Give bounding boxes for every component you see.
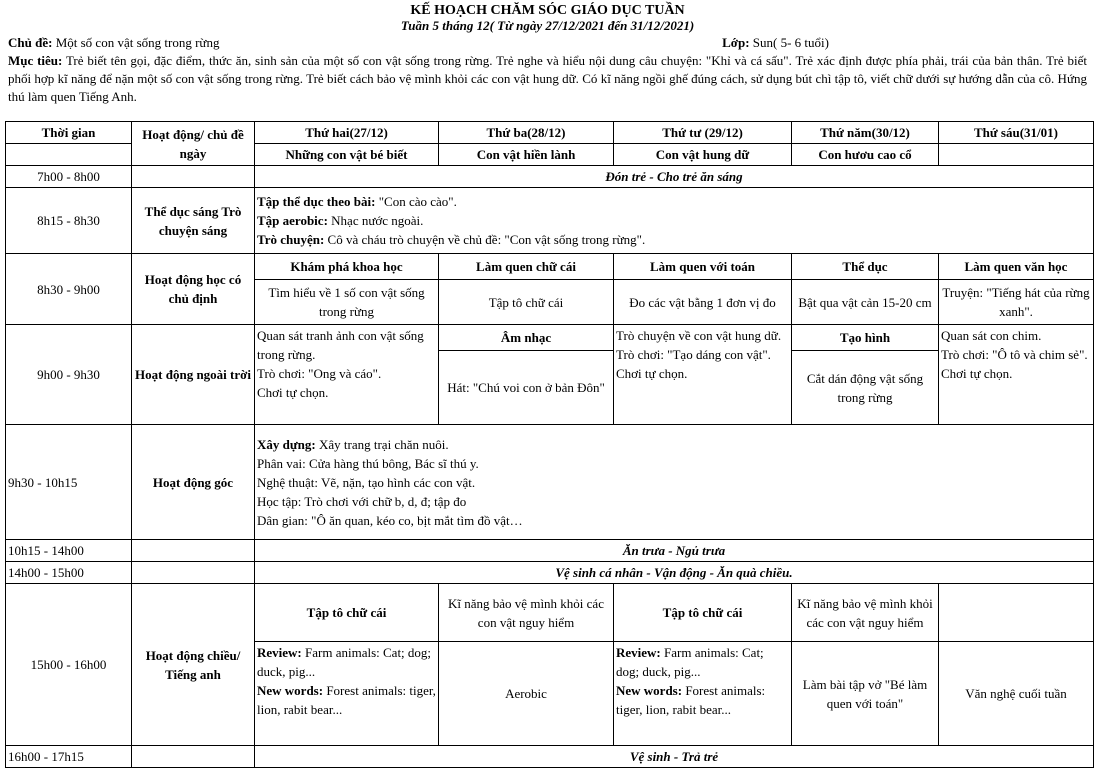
day-header: Thứ sáu(31/01) xyxy=(939,122,1094,144)
doc-subtitle: Tuần 5 tháng 12( Từ ngày 27/12/2021 đến 31/12/2021) xyxy=(400,18,695,33)
day-topic: Con vật hung dữ xyxy=(614,144,792,166)
outdoor-line: Chơi tự chọn. xyxy=(941,366,1013,381)
art-title: Tạo hình xyxy=(792,325,939,351)
row-arrival xyxy=(6,166,1094,188)
plan-table xyxy=(5,121,1094,768)
subject-content: Đo các vật bằng 1 đơn vị đo xyxy=(614,280,792,325)
line-value: Xây trang trại chăn nuôi. xyxy=(315,436,449,452)
english-monday xyxy=(255,642,439,746)
time-cell: 14h00 - 15h00 xyxy=(6,562,132,584)
exercise-line xyxy=(257,192,1091,211)
day-header: Thứ năm(30/12) xyxy=(792,122,939,144)
row-lunch xyxy=(6,540,1094,562)
english-new-words xyxy=(616,681,789,719)
corner-line xyxy=(257,435,1091,454)
time-cell: 9h30 - 10h15 xyxy=(6,425,132,540)
exercise-line xyxy=(257,211,1091,230)
subject-content: Bật qua vật cản 15-20 cm xyxy=(792,280,939,325)
line-label: Tập aerobic: xyxy=(257,213,328,228)
class xyxy=(722,34,829,52)
corner-line: Phân vai: Cửa hàng thú bông, Bác sĩ thú y. xyxy=(257,455,479,471)
col-activity-header: Hoạt động/ chủ đề ngày xyxy=(132,122,255,166)
day-topic: Những con vật bé biết xyxy=(255,144,439,166)
outdoor-monday xyxy=(255,325,439,425)
subject-title: Làm quen với toán xyxy=(614,254,792,280)
day-header: Thứ ba(28/12) xyxy=(439,122,614,144)
new-words-label: New words: xyxy=(616,683,683,698)
outdoor-line: Quan sát tranh ảnh con vật sống trong rừng. xyxy=(257,328,424,362)
time-cell: 8h15 - 8h30 xyxy=(6,188,132,254)
day-topic xyxy=(939,144,1094,166)
time-cell: 9h00 - 9h30 xyxy=(6,325,132,425)
outdoor-line: Chơi tự chọn. xyxy=(616,366,688,381)
merged-activity: Vệ sinh cá nhân - Vận động - Ăn quà chiều. xyxy=(255,562,1094,584)
row-afternoon-titles xyxy=(6,584,1094,642)
theme xyxy=(8,34,219,52)
outdoor-line: Trò chơi: "Ô tô và chim sẻ". xyxy=(941,347,1088,362)
subject-content: Truyện: "Tiếng hát của rừng xanh". xyxy=(939,280,1094,325)
subject-content: Tập tô chữ cái xyxy=(439,280,614,325)
time-cell: 8h30 - 9h00 xyxy=(6,254,132,325)
activity-cell: Hoạt động ngoài trời xyxy=(132,325,255,425)
outdoor-line: Trò chơi: "Ong và cáo". xyxy=(257,366,382,381)
afternoon-title: Kĩ năng bảo vệ mình khỏi các con vật nguy hiểm xyxy=(792,584,939,642)
row-corners xyxy=(6,425,1094,540)
day-topic: Con hươu cao cổ xyxy=(792,144,939,166)
review-value: Farm animals: Cat; dog; duck, pig... xyxy=(257,645,432,679)
doc-title: KẾ HOẠCH CHĂM SÓC GIÁO DỤC TUẦN xyxy=(410,3,685,18)
outdoor-wednesday xyxy=(614,325,792,425)
review-label: Review: xyxy=(616,645,661,660)
col-time-header: Thời gian xyxy=(6,122,132,144)
english-review xyxy=(616,643,789,681)
row-pickup xyxy=(6,746,1094,768)
time-cell: 16h00 - 17h15 xyxy=(6,746,132,768)
exercise-details xyxy=(255,188,1094,254)
merged-activity: Đón trẻ - Cho trẻ ăn sáng xyxy=(255,166,1094,188)
music-content: Hát: "Chú voi con ở bản Đôn" xyxy=(439,351,614,425)
outdoor-line: Trò chơi: "Tạo dáng con vật". xyxy=(616,347,771,362)
time-cell: 7h00 - 8h00 xyxy=(6,166,132,188)
activity-cell: Hoạt động góc xyxy=(132,425,255,540)
corner-details xyxy=(255,425,1094,540)
empty-cell xyxy=(132,562,255,584)
corner-line: Dân gian: "Ô ăn quan, kéo co, bịt mắt tìm đồ vật… xyxy=(257,512,523,528)
class-label: Lớp: xyxy=(722,35,750,50)
theme-label: Chủ đề: xyxy=(8,35,53,50)
english-wednesday xyxy=(614,642,792,746)
afternoon-title: Tập tô chữ cái xyxy=(255,584,439,642)
line-value: Nhạc nước ngoài. xyxy=(327,213,424,228)
afternoon-friday: Văn nghệ cuối tuần xyxy=(939,642,1094,746)
header-row xyxy=(6,122,1094,144)
line-label: Trò chuyện: xyxy=(257,232,325,247)
activity-cell: Thể dục sáng Trò chuyện sáng xyxy=(132,188,255,254)
corner-line: Học tập: Trò chơi với chữ b, d, đ; tập đo xyxy=(257,493,467,509)
empty-cell xyxy=(132,540,255,562)
goal xyxy=(0,52,1095,108)
day-header: Thứ hai(27/12) xyxy=(255,122,439,144)
music-title: Âm nhạc xyxy=(439,325,614,351)
review-value: Farm animals: Cat; dog; duck, pig... xyxy=(616,645,764,679)
time-cell: 10h15 - 14h00 xyxy=(6,540,132,562)
afternoon-title: Kĩ năng bảo vệ mình khỏi các con vật nguy hiểm xyxy=(439,584,614,642)
afternoon-title: Tập tô chữ cái xyxy=(614,584,792,642)
afternoon-title xyxy=(939,584,1094,642)
theme-value: Một số con vật sống trong rừng xyxy=(52,35,220,50)
time-cell: 15h00 - 16h00 xyxy=(6,584,132,746)
class-value: Sun( 5- 6 tuổi) xyxy=(749,35,829,50)
activity-cell: Hoạt động học có chủ định xyxy=(132,254,255,325)
afternoon-thursday: Làm bài tập vở "Bé làm quen với toán" xyxy=(792,642,939,746)
english-review xyxy=(257,643,436,681)
line-label: Tập thể dục theo bài: xyxy=(257,194,376,209)
review-label: Review: xyxy=(257,645,302,660)
line-value: Cô và cháu trò chuyện về chủ đề: "Con vật sống trong rừng". xyxy=(324,232,646,247)
outdoor-line: Chơi tự chọn. xyxy=(257,385,329,400)
subject-title: Làm quen văn học xyxy=(939,254,1094,280)
new-words-value: Forest animals: tiger, lion, rabit bear... xyxy=(616,683,766,717)
line-label: Xây dựng: xyxy=(257,436,316,452)
merged-activity: Vệ sinh - Trả trẻ xyxy=(255,746,1094,768)
corner-line: Nghệ thuật: Vẽ, nặn, tạo hình các con vật. xyxy=(257,474,476,490)
activity-cell: Hoạt động chiều/ Tiếng anh xyxy=(132,584,255,746)
empty-cell xyxy=(6,144,132,166)
subject-title: Thể dục xyxy=(792,254,939,280)
subject-title: Khám phá khoa học xyxy=(255,254,439,280)
day-header: Thứ tư (29/12) xyxy=(614,122,792,144)
outdoor-line: Quan sát con chim. xyxy=(941,328,1042,343)
row-lesson-subjects xyxy=(6,254,1094,280)
outdoor-friday xyxy=(939,325,1094,425)
row-morning-exercise xyxy=(6,188,1094,254)
merged-activity: Ăn trưa - Ngủ trưa xyxy=(255,540,1094,562)
row-outdoor xyxy=(6,325,1094,351)
new-words-label: New words: xyxy=(257,683,324,698)
new-words-value: Forest animals: tiger, lion, rabit bear... xyxy=(257,683,436,717)
afternoon-tuesday: Aerobic xyxy=(439,642,614,746)
row-afternoon-snack xyxy=(6,562,1094,584)
empty-cell xyxy=(132,746,255,768)
day-topic: Con vật hiền lành xyxy=(439,144,614,166)
english-new-words xyxy=(257,681,436,719)
line-value: "Con cào cào". xyxy=(375,194,457,209)
theme-row xyxy=(0,34,1095,52)
goal-value: Trẻ biết tên gọi, đặc điểm, thức ăn, sinh sản của một số con vật sống trong rừng. Trẻ nghe và hiểu nội dung câu chuyện: "Khỉ và cá sấu". Trẻ xác định được phía phải, trái của bản thân. Trẻ biết phối hợp kĩ năng để nặn một số con vật sống trong rừng. Trẻ biết cách bảo vệ mình khỏi các con vật hung dữ. Có kĩ năng ngồi ghế đúng cách, sử dụng bút chì tập tô, viết chữ dưới sự hướng dẫn của cô. Hứng thú làm quen Tiếng Anh. xyxy=(8,53,1087,104)
subject-content: Tìm hiểu về 1 số con vật sống trong rừng xyxy=(255,280,439,325)
outdoor-line: Trò chuyện về con vật hung dữ. xyxy=(616,328,782,343)
empty-cell xyxy=(132,166,255,188)
exercise-line xyxy=(257,230,1091,249)
art-content: Cắt dán động vật sống trong rừng xyxy=(792,351,939,425)
goal-label: Mục tiêu: xyxy=(8,53,63,68)
subject-title: Làm quen chữ cái xyxy=(439,254,614,280)
